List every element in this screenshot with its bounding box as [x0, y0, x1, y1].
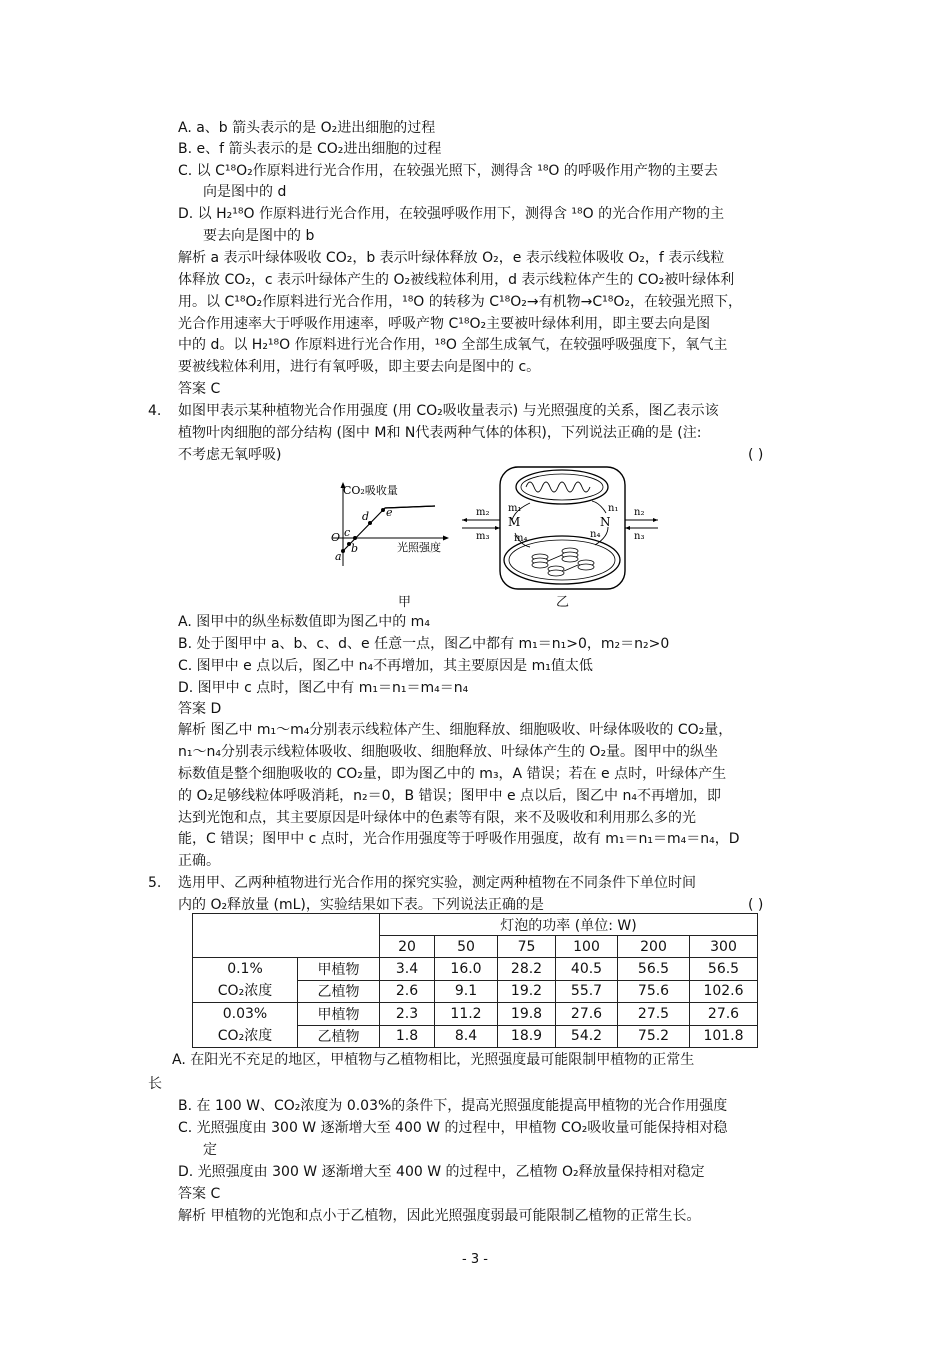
- q3-option-b: B. e、f 箭头表示的是 CO₂进出细胞的过程: [178, 141, 442, 157]
- table-value-cell: 16.0: [435, 958, 498, 981]
- table-header-title: 灯泡的功率 (单位: W): [380, 914, 758, 936]
- yi-label-m1: m₁: [508, 503, 522, 514]
- jia-point-c: c: [344, 526, 351, 539]
- condition-label: CO₂浓度: [217, 1028, 273, 1044]
- q4-explanation-4: 的 O₂足够线粒体呼吸消耗，n₂＝0，B 错误；图甲中 e 点以后，图乙中 n₄不再增加，即: [178, 788, 721, 804]
- q5-answer-paren: ( ): [748, 897, 764, 913]
- table-value-cell: 27.6: [556, 1003, 618, 1026]
- table-power-cell: 300: [690, 936, 758, 958]
- q3-answer: 答案 C: [178, 381, 221, 397]
- q5-data-table: [192, 913, 758, 1048]
- table-value-cell: 19.8: [498, 1003, 556, 1026]
- yi-label-m3: m₃: [476, 531, 490, 542]
- q3-option-d-cont: 要去向是图中的 b: [203, 228, 315, 244]
- q4-stem-1: 如图甲表示某种植物光合作用强度 (用 CO₂吸收量表示) 与光照强度的关系，图乙表示该: [178, 403, 719, 419]
- q4-answer: 答案 D: [178, 701, 222, 717]
- jia-point-b: b: [351, 542, 359, 555]
- q4-explanation-2: n₁～n₄分别表示线粒体吸收、细胞吸收、细胞释放、叶绿体产生的 O₂量。图甲中的纵坐: [178, 744, 719, 760]
- q5-stem-1: 选用甲、乙两种植物进行光合作用的探究实验，测定两种植物在不同条件下单位时间: [178, 875, 696, 891]
- q4-option-b: B. 处于图甲中 a、b、c、d、e 任意一点，图乙中都有 m₁＝n₁>0，m₂＝n₂>0: [178, 636, 670, 652]
- yi-label-n1: n₁: [608, 503, 619, 514]
- condition-concentration: 0.1%: [227, 961, 263, 977]
- q5-option-b: B. 在 100 W、CO₂浓度为 0.03%的条件下，提高光照强度能提高甲植物的光合作用强度: [178, 1098, 728, 1114]
- q5-answer: 答案 C: [178, 1186, 221, 1202]
- condition-label: CO₂浓度: [217, 983, 273, 999]
- condition-concentration: 0.03%: [222, 1006, 268, 1022]
- yi-label-M: M: [508, 515, 521, 529]
- yi-label-N: N: [600, 515, 611, 529]
- table-value-cell: 27.6: [690, 1003, 758, 1026]
- table-value-cell: 56.5: [690, 958, 758, 981]
- table-value-cell: 11.2: [435, 1003, 498, 1026]
- q5-stem-2: 内的 O₂释放量 (mL)，实验结果如下表。下列说法正确的是: [178, 897, 544, 913]
- table-value-cell: 55.7: [556, 980, 618, 1003]
- table-plant-cell: 甲植物: [298, 1003, 380, 1026]
- table-value-cell: 27.5: [618, 1003, 690, 1026]
- q3-option-a: A. a、b 箭头表示的是 O₂进出细胞的过程: [178, 120, 436, 136]
- q4-answer-paren: ( ): [748, 447, 764, 463]
- table-condition-cell: [193, 958, 298, 1003]
- q3-explanation-4: 光合作用速率大于呼吸作用速率，呼吸产物 C¹⁸O₂主要被叶绿体利用，即主要去向是图: [178, 316, 711, 332]
- table-power-cell: 20: [380, 936, 435, 958]
- jia-y-axis-label: CO₂吸收量: [343, 484, 398, 497]
- table-power-cell: 100: [556, 936, 618, 958]
- yi-label-n3: n₃: [634, 531, 645, 542]
- q4-explanation-5: 达到光饱和点，其主要原因是叶绿体中的色素等有限，来不及吸收和利用那么多的光: [178, 810, 696, 826]
- q4-explanation-1: 解析 图乙中 m₁～m₄分别表示线粒体产生、细胞释放、细胞吸收、叶绿体吸收的 CO₂量，: [178, 722, 733, 738]
- q4-stem-2: 植物叶肉细胞的部分结构 (图中 M和 N代表两种气体的体积)，下列说法正确的是 (注:: [178, 425, 702, 441]
- table-value-cell: 54.2: [556, 1025, 618, 1048]
- q5-explanation-1: 解析 甲植物的光饱和点小于乙植物，因此光照强度弱最可能限制乙植物的正常生长。: [178, 1208, 701, 1224]
- table-value-cell: 56.5: [618, 958, 690, 981]
- figure-caption-jia: 甲: [398, 595, 412, 610]
- jia-point-e: e: [386, 506, 393, 519]
- table-power-cell: 200: [618, 936, 690, 958]
- jia-x-axis-label: 光照强度: [397, 541, 441, 554]
- figure-jia-graph: [325, 478, 450, 578]
- table-corner-cell: [193, 914, 380, 958]
- yi-label-n4: n₄: [590, 529, 601, 540]
- yi-label-m2: m₂: [476, 507, 490, 518]
- q3-explanation-5: 中的 d。以 H₂¹⁸O 作原料进行光合作用，¹⁸O 全部生成氧气，在较强呼吸强度下，氧气主: [178, 337, 728, 353]
- q4-stem-3: 不考虑无氧呼吸): [178, 447, 282, 463]
- table-value-cell: 2.3: [380, 1003, 435, 1026]
- q3-explanation-2: 体释放 CO₂，c 表示叶绿体产生的 O₂被线粒体利用，d 表示线粒体产生的 CO₂被叶绿体利: [178, 272, 735, 288]
- table-value-cell: 75.6: [618, 980, 690, 1003]
- jia-point-a: a: [335, 550, 342, 563]
- table-power-cell: 50: [435, 936, 498, 958]
- table-plant-cell: 甲植物: [298, 958, 380, 981]
- jia-point-d: d: [362, 510, 370, 523]
- table-plant-cell: 乙植物: [298, 1025, 380, 1048]
- q3-explanation-1: 解析 a 表示叶绿体吸收 CO₂，b 表示叶绿体释放 O₂，e 表示线粒体吸收 O₂，f 表示线粒: [178, 250, 725, 266]
- table-value-cell: 9.1: [435, 980, 498, 1003]
- q4-explanation-7: 正确。: [178, 853, 220, 869]
- table-value-cell: 8.4: [435, 1025, 498, 1048]
- q3-explanation-6: 要被线粒体利用，进行有氧呼吸，即主要去向是图中的 c。: [178, 359, 541, 375]
- table-value-cell: 3.4: [380, 958, 435, 981]
- table-value-cell: 2.6: [380, 980, 435, 1003]
- table-power-cell: 75: [498, 936, 556, 958]
- yi-label-m4: m₄: [514, 533, 528, 544]
- q3-explanation-3: 用。以 C¹⁸O₂作原料进行光合作用，¹⁸O 的转移为 C¹⁸O₂→有机物→C¹⁸O₂，在较强光照下，: [178, 294, 742, 310]
- jia-origin: O: [331, 531, 341, 544]
- q4-option-d: D. 图甲中 c 点时，图乙中有 m₁＝n₁＝m₄＝n₄: [178, 680, 469, 696]
- q5-option-a: A. 在阳光不充足的地区，甲植物与乙植物相比，光照强度最可能限制甲植物的正常生: [172, 1052, 695, 1068]
- q3-option-c-cont: 向是图中的 d: [203, 184, 287, 200]
- q5-option-c-cont: 定: [203, 1142, 217, 1158]
- table-plant-cell: 乙植物: [298, 980, 380, 1003]
- table-value-cell: 18.9: [498, 1025, 556, 1048]
- q4-explanation-6: 能，C 错误；图甲中 c 点时，光合作用强度等于呼吸作用强度，故有 m₁＝n₁＝m₄＝n₄，D: [178, 831, 740, 847]
- q4-option-c: C. 图甲中 e 点以后，图乙中 n₄不再增加，其主要原因是 m₁值太低: [178, 658, 593, 674]
- table-header-row: [193, 914, 758, 936]
- table-value-cell: 19.2: [498, 980, 556, 1003]
- table-value-cell: 102.6: [690, 980, 758, 1003]
- page-number: - 3 -: [462, 1252, 488, 1267]
- figure-caption-yi: 乙: [556, 595, 570, 610]
- table-value-cell: 28.2: [498, 958, 556, 981]
- q5-number: 5.: [148, 875, 162, 891]
- q3-option-d: D. 以 H₂¹⁸O 作原料进行光合作用，在较强呼吸作用下，测得含 ¹⁸O 的光合作用产物的主: [178, 206, 725, 222]
- yi-label-n2: n₂: [634, 507, 645, 518]
- table-value-cell: 40.5: [556, 958, 618, 981]
- figure-yi-cell: [460, 465, 660, 595]
- q3-option-c: C. 以 C¹⁸O₂作原料进行光合作用，在较强光照下，测得含 ¹⁸O 的呼吸作用产物的主要去: [178, 163, 718, 179]
- table-value-cell: 101.8: [690, 1025, 758, 1048]
- table-row: [193, 958, 758, 981]
- table-value-cell: 75.2: [618, 1025, 690, 1048]
- table-row: [193, 1003, 758, 1026]
- table-condition-cell: [193, 1003, 298, 1048]
- q5-option-d: D. 光照强度由 300 W 逐渐增大至 400 W 的过程中，乙植物 O₂释放量保持相对稳定: [178, 1164, 705, 1180]
- q4-explanation-3: 标数值是整个细胞吸收的 CO₂量，即为图乙中的 m₃，A 错误；若在 e 点时，叶绿体产生: [178, 766, 727, 782]
- q5-option-a-cont: 长: [148, 1076, 162, 1092]
- q4-number: 4.: [148, 403, 162, 419]
- q5-option-c: C. 光照强度由 300 W 逐渐增大至 400 W 的过程中，甲植物 CO₂吸收量可能保持相对稳: [178, 1120, 728, 1136]
- q4-option-a: A. 图甲中的纵坐标数值即为图乙中的 m₄: [178, 614, 430, 630]
- table-value-cell: 1.8: [380, 1025, 435, 1048]
